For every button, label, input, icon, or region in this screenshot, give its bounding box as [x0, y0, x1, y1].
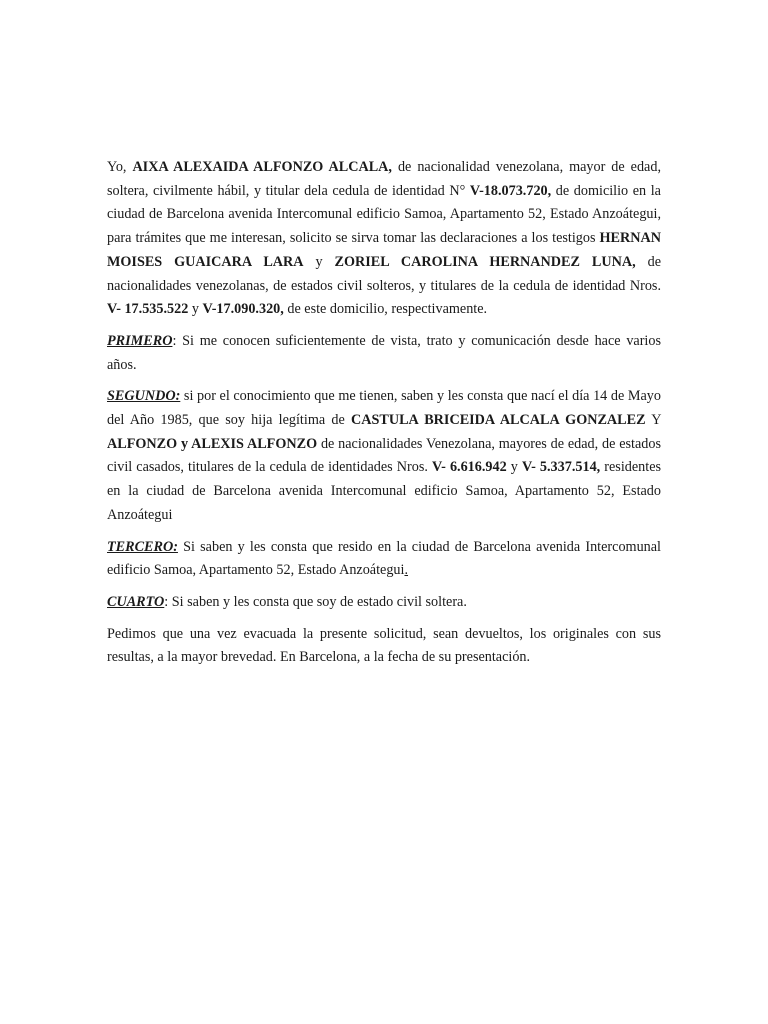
- primero-paragraph: [107, 330, 661, 377]
- cuarto-text: : Si saben y les consta que soy de estado civil soltera.: [164, 593, 467, 610]
- cuarto-label: CUARTO: [107, 593, 165, 610]
- primero-label: PRIMERO: [107, 332, 173, 349]
- segundo-text-1: si por el conocimiento que me tienen, saben y les consta que nací el día 14 de Mayo del Año 1985, que soy hija legítima de: [107, 388, 661, 429]
- intro-text-7: de este domicilio, respectivamente.: [283, 301, 488, 318]
- intro-text-1: Yo,: [107, 159, 133, 175]
- segundo-text-3: de nacionalidades Venezolana, mayores de edad, de estados civil casados, titulares de la cedula de identidades Nros.: [107, 435, 661, 476]
- intro-paragraph: [107, 156, 661, 322]
- segundo-text-2: Y: [645, 412, 661, 429]
- applicant-name: AIXA ALEXAIDA ALFONZO ALCALA,: [132, 159, 392, 175]
- witness-2-id: V-17.090.320,: [202, 301, 284, 318]
- cuarto-paragraph: [107, 591, 661, 615]
- intro-text-6: y: [188, 301, 203, 318]
- intro-text-3: de domicilio en la ciudad de Barcelona avenida Intercomunal edificio Samoa, Apartamento 52, Estado Anzoátegui, para trámites que me interesan, solicito se sirva tomar las declaraciones a los testigos: [107, 182, 661, 247]
- tercero-end: .: [404, 562, 409, 579]
- father-id: V- 5.337.514,: [521, 459, 601, 476]
- witness-1-id: V- 17.535.522: [107, 301, 189, 318]
- tercero-text: Si saben y les consta que resido en la ciudad de Barcelona avenida Intercomunal edificio Samoa, Apartamento 52, Estado Anzoátegui: [107, 538, 661, 579]
- tercero-label: TERCERO:: [107, 538, 178, 555]
- witness-1-name: HERNAN MOISES GUAICARA LARA: [107, 230, 661, 270]
- mother-id: V- 6.616.942: [431, 459, 507, 476]
- segundo-text-4: y: [506, 459, 522, 476]
- intro-text-2: de nacionalidad venezolana, mayor de edad, soltera, civilmente hábil, y titular dela cedula de identidad N°: [107, 159, 661, 199]
- document-body: [107, 156, 661, 678]
- tercero-paragraph: [107, 536, 661, 583]
- closing-paragraph: [107, 623, 661, 670]
- closing-text: Pedimos que una vez evacuada la presente solicitud, sean devueltos, los originales con sus resultas, a la mayor brevedad. En Barcelona, a la fecha de su presentación.: [107, 625, 661, 666]
- witness-2-name: ZORIEL CAROLINA HERNANDEZ LUNA,: [334, 253, 636, 270]
- intro-text-5: de nacionalidades venezolanas, de estados civil solteros, y titulares de la cedula de identidad Nros.: [107, 253, 662, 294]
- intro-text-4: y: [303, 253, 335, 270]
- applicant-id: V-18.073.720,: [469, 182, 552, 199]
- mother-name: CASTULA BRICEIDA ALCALA GONZALEZ: [350, 412, 646, 429]
- father-name: ALFONZO y ALEXIS ALFONZO: [107, 435, 318, 452]
- segundo-text-5: residentes en la ciudad de Barcelona avenida Intercomunal edificio Samoa, Apartamento 52, Estado Anzoátegui: [107, 459, 662, 523]
- segundo-paragraph: [107, 385, 661, 527]
- primero-text: : Si me conocen suficientemente de vista, trato y comunicación desde hace varios años.: [107, 332, 661, 373]
- segundo-label: SEGUNDO:: [107, 388, 181, 405]
